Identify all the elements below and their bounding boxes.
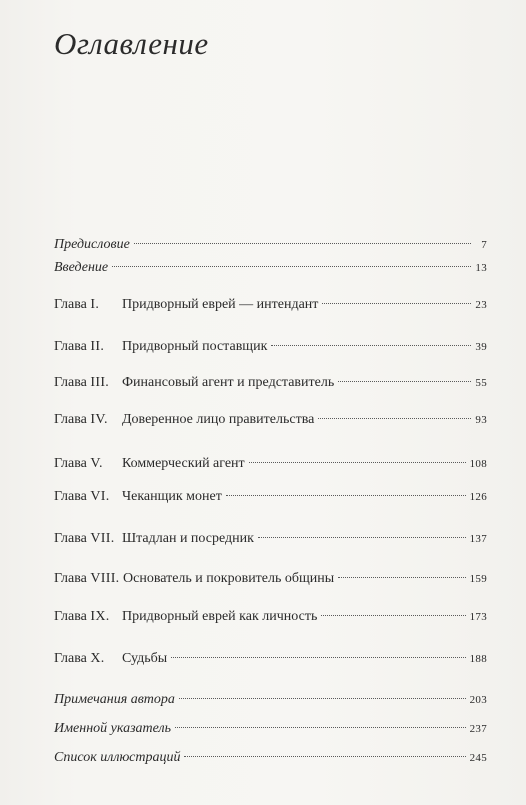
dot-leader bbox=[271, 345, 471, 346]
toc-entry-chapter-5[interactable] bbox=[54, 454, 487, 474]
toc-page-number: 13 bbox=[475, 262, 487, 274]
toc-page-number: 159 bbox=[469, 573, 487, 585]
toc-entry-chapter-7[interactable] bbox=[54, 529, 487, 549]
toc-entry-chapter-8[interactable] bbox=[54, 569, 487, 589]
dot-leader bbox=[338, 577, 465, 578]
dot-leader bbox=[258, 537, 466, 538]
toc-page-number: 126 bbox=[469, 491, 487, 503]
toc-page-number: 245 bbox=[469, 752, 487, 764]
chapter-number: Глава VII. bbox=[54, 531, 115, 546]
toc-entry-chapter-4[interactable] bbox=[54, 410, 487, 430]
dot-leader bbox=[322, 303, 471, 304]
dot-leader bbox=[249, 462, 466, 463]
dot-leader bbox=[338, 381, 471, 382]
toc-entry-label: Введение bbox=[54, 260, 109, 275]
toc-entry-label: Основатель и покровитель общины bbox=[123, 571, 335, 586]
toc-entry-label: Примечания автора bbox=[54, 692, 175, 707]
chapter-number: Глава IX. bbox=[54, 609, 110, 624]
dot-leader bbox=[134, 243, 471, 244]
toc-entry-chapter-9[interactable] bbox=[54, 607, 487, 627]
toc-page-number: 93 bbox=[475, 414, 487, 426]
toc-entry-introduction[interactable] bbox=[54, 258, 487, 278]
toc-entry-label: Коммерческий агент bbox=[122, 456, 245, 471]
dot-leader bbox=[226, 495, 466, 496]
toc-page-number: 188 bbox=[469, 653, 487, 665]
toc-entry-chapter-3[interactable] bbox=[54, 373, 487, 393]
toc-entry-label: Предисловие bbox=[54, 237, 130, 252]
toc-entry-chapter-1[interactable] bbox=[54, 295, 487, 315]
toc-entry-author-notes[interactable] bbox=[54, 690, 487, 710]
toc-entry-label: Придворный еврей — интендант bbox=[122, 297, 319, 312]
toc-page-number: 23 bbox=[475, 299, 487, 311]
toc-entry-chapter-6[interactable] bbox=[54, 487, 487, 507]
toc-page-number: 55 bbox=[475, 377, 487, 389]
toc-page-number: 39 bbox=[475, 341, 487, 353]
dot-leader bbox=[318, 418, 471, 419]
toc-entry-label: Финансовый агент и представитель bbox=[122, 375, 335, 390]
toc-entry-name-index[interactable] bbox=[54, 719, 487, 739]
dot-leader bbox=[184, 756, 465, 757]
page-title: Оглавление bbox=[54, 26, 209, 61]
toc-page-number: 173 bbox=[469, 611, 487, 623]
dot-leader bbox=[179, 698, 466, 699]
toc-entry-foreword[interactable] bbox=[54, 235, 487, 255]
toc-entry-chapter-2[interactable] bbox=[54, 337, 487, 357]
toc-page-number: 108 bbox=[469, 458, 487, 470]
dot-leader bbox=[171, 657, 465, 658]
chapter-number: Глава V. bbox=[54, 456, 103, 471]
toc-entry-label: Штадлан и посредник bbox=[122, 531, 254, 546]
toc-page-number: 203 bbox=[469, 694, 487, 706]
chapter-number: Глава VIII. bbox=[54, 571, 120, 586]
chapter-number: Глава I. bbox=[54, 297, 100, 312]
toc-entry-label: Чеканщик монет bbox=[122, 489, 222, 504]
chapter-number: Глава IV. bbox=[54, 412, 108, 427]
toc-entry-label: Придворный поставщик bbox=[122, 339, 268, 354]
dot-leader bbox=[175, 727, 466, 728]
dot-leader bbox=[321, 615, 465, 616]
toc-page-number: 237 bbox=[469, 723, 487, 735]
toc-entry-label: Доверенное лицо правительства bbox=[122, 412, 315, 427]
chapter-number: Глава X. bbox=[54, 651, 105, 666]
chapter-number: Глава VI. bbox=[54, 489, 110, 504]
toc-page-number: 7 bbox=[481, 239, 487, 251]
toc-entry-label: Судьбы bbox=[122, 651, 168, 666]
toc-page-number: 137 bbox=[469, 533, 487, 545]
dot-leader bbox=[112, 266, 471, 267]
chapter-number: Глава III. bbox=[54, 375, 110, 390]
toc-entry-label: Список иллюстраций bbox=[54, 750, 181, 765]
toc-entry-label: Придворный еврей как личность bbox=[122, 609, 318, 624]
toc-entry-illustrations[interactable] bbox=[54, 748, 487, 768]
chapter-number: Глава II. bbox=[54, 339, 105, 354]
toc-entry-label: Именной указатель bbox=[54, 721, 171, 736]
toc-entry-chapter-10[interactable] bbox=[54, 649, 487, 669]
